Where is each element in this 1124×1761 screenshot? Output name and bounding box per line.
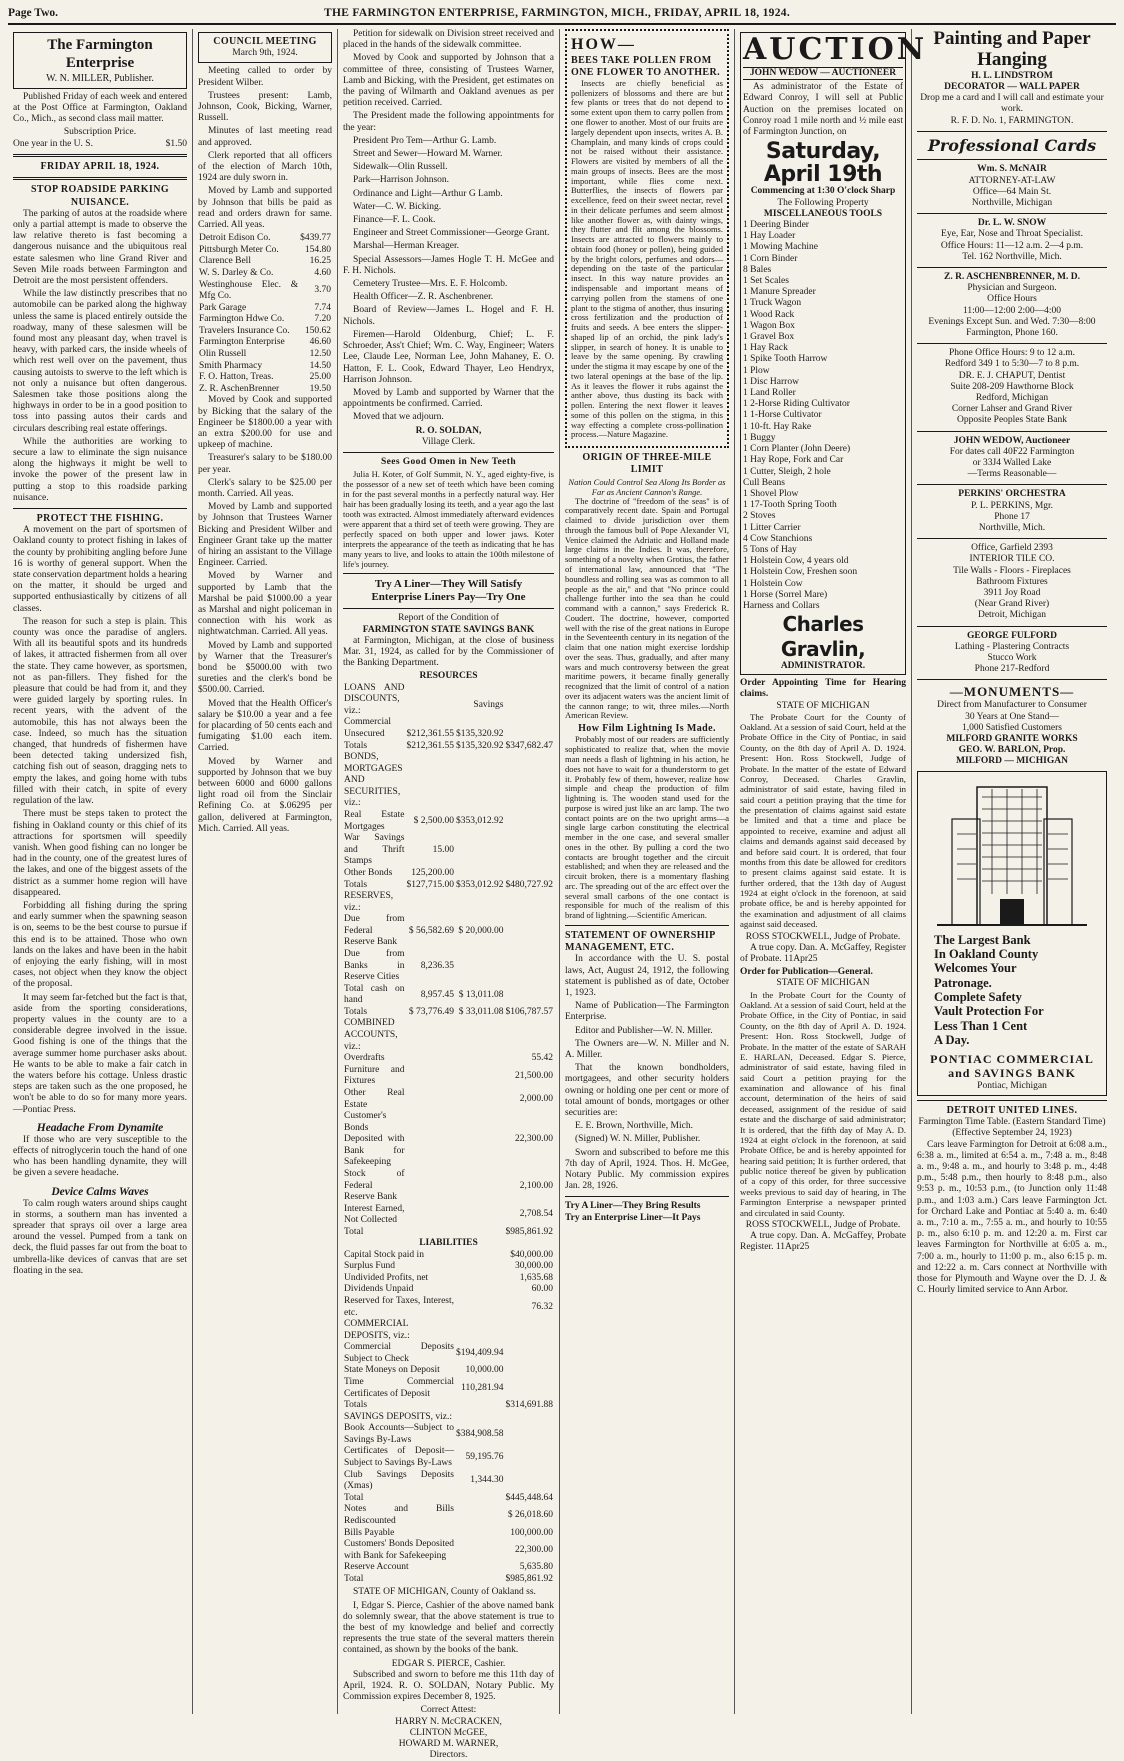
bank-building-illustration <box>922 779 1102 929</box>
list-item: 1 Holstein Cow, Freshen soon <box>743 567 858 578</box>
issue-date: FRIDAY APRIL 18, 1924. <box>40 161 160 173</box>
list-item: 1 Plow <box>743 365 770 376</box>
list-item: 1 Hay Rope, Fork and Car <box>743 455 844 466</box>
table-row: Furniture and Fixtures 21,500.00 <box>344 1064 553 1087</box>
list-item: 1 Truck Wagon <box>743 298 802 309</box>
table-row: Interest Earned, Not Collected 2,708.54 <box>344 1203 553 1226</box>
table-row: Club Savings Deposits (Xmas) 1,344.30 <box>344 1469 504 1492</box>
column-5: AUCTION JOHN WEDOW — AUCTIONEER As administrator of the Estate of Edward Conroy, I will sell at Public Auction on the premises located on Conroy road 1 mile north and ½ mile east of Farmington Junction, on Saturday, April 19th Commencing at 1:30 O'clock Sharp The Following Property MISCELLANEOUS TOOLS 1 Deering Binder 1 Hay Loader 1 Mowing Machine 1 Corn Binder 8 Bales 1 Set Scales 1 Manure Spreader 1 Truck Wagon 1 Wood Rack 1 Wagon Box 1 Gravel Box 1 Hay Rack 1 Spike Tooth Harrow 1 Plow 1 Disc Harrow 1 Land Roller 1 2-Horse Riding Cultivator 1 1-Horse Cultivator 1 10-ft. Hay Rake 1 Buggy 1 Corn Planter (John Deere) 1 Hay Rope, Fork and Car 1 Cutter, Sleigh, 2 hole Cull Beans 1 Shovel Plow 1 17-Tooth Spring Tooth 2 Stoves 1 Litter Carrier 4 Cow Stanchions 5 Tons of Hay 1 Holstein Cow, 4 years old 1 Holstein Cow, Freshen soon 1 Holstein Cow 1 Horse (Sorrel Mare) Harness and Collars Charles Gravlin, ADMINISTRATOR. Order Appointing Time for Hearing claims. STATE OF MICHIGAN The Probate Court for the County of Oakland. At a session of said Court, held at the Probate Office in the City of Pontiac, in said County, on the 8th day of April A. D. 1924. Present: Hon. Ross Stockwell, Judge of Probate. In the matter of the estate of Edward Conroy, Deceased. Charles Gravlin, administrator of said estate, having filed in said court a petition praying that the time for the presentation of claims against said estate be limited and that a time and place be appointed to receive, examine and adjust all claims and demands against said deceased by and before said court. It is ordered, that four months from this date be allowed for creditors to present claims against said estate. It is further ordered, that the 13th day of August 1924 at eight o'clock in the forenoon, at said probate office, be and is hereby appointed for the examination and adjustment of all claims against said deceased. ROSS STOCKWELL, Judge of Probate. A true copy. Dan. A. McGaffey, Register of Probate. 11Apr25 Order for Publication—General. STATE OF MICHIGAN In the Probate Court for the County of Oakland. At a session of said Court, held at the Probate Office, in the City of Pontiac, in said County, on the 8th day of April A. D. 1924. Present: Hon. Ross Stockwell, Judge of Probate. In the matter of the estate of SARAH E. HARLAN, Deceased. Edgar S. Pierce, administrator of said estate, having filed in said Court a petition praying for the examination and allowance of his final account, determination of the heirs of said deceased, assignment of the residue of said estate and the discharge of said administrator; It is ordered, that the fifth day of May A. D. 1924 at eight o'clock in the forenoon, at said Probate Office, be and is hereby appointed for hearing said petition; It is further ordered, that public notice thereof be given by publication of a copy of this order, for three successive weeks previous to said day of hearing, in The Farmington Enterprise a newspaper printed and circulated in said County. ROSS STOCKWELL, Judge of Probate. A true copy. Dan. A. McGaffey, Probate Register. 11Apr25 <box>735 29 912 1714</box>
resources-table <box>343 683 554 1239</box>
bank-building-icon <box>932 779 1092 929</box>
publisher: W. N. MILLER, Publisher. <box>46 72 154 84</box>
council-header: COUNCIL MEETING March 9th, 1924. <box>198 32 332 63</box>
table-row: Z. R. AschenBrenner 19.50 <box>199 383 331 394</box>
masthead <box>8 6 1116 25</box>
table-row: Westinghouse Elec. & Mfg Co. 3.70 <box>199 279 331 302</box>
table-row: COMMERCIAL DEPOSITS, viz.: <box>344 1319 410 1341</box>
professional-card: Wm. S. McNAIR ATTORNEY-AT-LAW Office—64 Main St. Northville, Michigan <box>917 164 1107 214</box>
list-item: 2 Stoves <box>743 511 776 522</box>
painting-ad-title: Painting and Paper Hanging <box>933 28 1091 70</box>
table-row: W. S. Darley & Co. 4.60 <box>199 267 331 278</box>
bank-ad: The Largest Bank In Oakland County Welcomes Your Patronage. Complete Safety Vault Protection For Less Than 1 Cent A Day. PONTIAC COMMERCIAL and SAVINGS BANK Pontiac, Michigan <box>917 771 1107 1096</box>
list-item: 1 Manure Spreader <box>743 287 816 298</box>
headline-fishing: PROTECT THE FISHING. <box>36 513 164 525</box>
list-item: 1 Disc Harrow <box>743 376 799 387</box>
list-item: 8 Bales <box>743 264 772 275</box>
table-row: Totals $ 73,776.49 $ 33,011.08 $106,787.57 <box>344 1006 553 1017</box>
table-row: Real Estate Mortgages $ 2,500.00 $353,012.92 <box>344 810 504 832</box>
table-row: Book Accounts—Subject to Savings By-Laws $384,908.58 <box>344 1423 504 1445</box>
list-item: 1 Hay Loader <box>743 231 796 242</box>
auction-items <box>743 220 903 612</box>
list-item: 1 Hay Rack <box>743 343 788 354</box>
table-row: Reserved for Taxes, Interest, etc. 76.32 <box>344 1295 553 1318</box>
professional-card: Phone Office Hours: 9 to 12 a.m. Redford 349 1 to 5:30—7 to 8 p.m. DR. E. J. CHAPUT, Dentist Suite 208-209 Hawthorne Block Redford, Michigan Corner Lahser and Grand River Opposite Peoples State Bank <box>917 348 1107 431</box>
list-item: 1 Cutter, Sleigh, 2 hole <box>743 466 831 477</box>
monuments-title: —MONUMENTS— <box>949 684 1075 700</box>
table-row: Travelers Insurance Co. 150.62 <box>199 325 331 336</box>
bills-table <box>198 233 332 395</box>
table-row: Due from Federal Reserve Bank $ 56,582.69 $ 20,000.00 <box>344 914 504 948</box>
list-item: 1 Buggy <box>743 432 776 443</box>
table-row: State Moneys on Deposit 10,000.00 <box>344 1365 504 1376</box>
list-item: 5 Tons of Hay <box>743 544 797 555</box>
table-row: RESERVES, viz.: <box>344 891 394 913</box>
list-item: 1 Spike Tooth Harrow <box>743 354 828 365</box>
table-row: Time Commercial Certificates of Deposit 110,281.94 <box>344 1377 504 1399</box>
list-item: 1 Land Roller <box>743 388 796 399</box>
page-title: THE FARMINGTON ENTERPRISE, FARMINGTON, MICH., FRIDAY, APRIL 18, 1924. <box>324 7 790 19</box>
liabilities-table <box>343 1250 554 1586</box>
list-item: 1 Deering Binder <box>743 220 809 231</box>
table-row: Clarence Bell 16.25 <box>199 256 331 267</box>
list-item: 4 Cow Stanchions <box>743 533 813 544</box>
list-item: Cull Beans <box>743 477 785 488</box>
table-row: Commercial Deposits Subject to Check $194,409.94 <box>344 1342 504 1364</box>
column-1: The Farmington Enterprise W. N. MILLER, Publisher. Published Friday of each week and entered at the Post Office at Farmington, Oakland Co., Mich., as second class mail matter. Subscription Price. One year in the U. S. $1.50 FRIDAY APRIL 18, 1924. STOP ROADSIDE PARKING NUISANCE. The parking of autos at the roadside where only a partial attempt is made to observe the law relative thereto is fast becoming a dangerous nuisance and the ubiquitous real estate salesmen who line Grand River and Seven Mile roads between Farmington and Detroit are the most persistent offenders. While the law distinctly prescribes that no automobile can be parked along the highway unless the same is placed entirely outside the roadway, many of these salesmen will be found most any pleasant day, when travel is heavy, with parked cars, the inside wheels of which rest well over on the pavement, thus causing autoists to swerve to the left which is not only a nuisance but often dangerous. Salesmen take those positions along the highways in order to be in a good position to toss into passing autos their cards and circulars describing real estate offerings. While the authorities are working to secure a law to eliminate the sign nuisance along the highways it might be well to invoke the power of the present law in putting a stop to this roadside parking nuisance. PROTECT THE FISHING. A movement on the part of sportsmen of Oakland county to protect fishing in lakes of the county by prohibiting angling before June 16 is worthy of general support. When the state conservation department holds a hearing on the matter, it should be urged and supported enthusiastically by citizens of all classes. The reason for such a step is plain. This county was once the paradise of anglers. With all its beautiful spots and its hundreds of lakes, it attracted fishermen from all over the state. They came however, as sportsmen, not as pan-fillers. They fished for the pleasure that could be had from it, and they were guided largely by sporting rules. In recent years, with the advent of the automobile, this has not always been the case. Indeed, so much has the situation changed, that hundreds of fishermen have been detected taking undersized fish, catching fish out of season, dragging nets to empty the lakes, and going home with tubs filled with their catch, in spite of every regulation of the law. There must be steps taken to protect the fishing in Oakland county or this chief of its attractions for sportsmen will speedily vanish. When good fishing can no longer be had in the county, one of the greatest lures of the lakes, and one of the biggest assets of the district as a summer home region will have disappeared. Forbidding all fishing during the spring and early summer when the spawning season is on, seems to be the best course to pursue if this end is to be attained. Those who own lands on the lakes and have been in the habit of enjoying the early fishing, will in most cases, not object when they know the object of the proposal. It may seem far-fetched but the fact is that, aside from the sporting considerations, property values in the county are to a considerable degree involved in the issue. Good fishing is one of the things that the average summer home purchaser asks about. He wants to be able to make a fair catch in the waters before his cottage. Unless drastic steps are taken such as the one proposed, he won't be able to do so for many more years.—Pontiac Press. Headache From Dynamite If those who are very susceptible to the effects of nitroglycerin touch the hand of one who has been handling dynamite, they will be given a severe headache. Device Calms Waves To calm rough waters around ships caught in storms, a southern man has invented a spreader that sprays oil over a large area around the vessel. Pumped from a tank on deck, the fluid passes far out from the boat to umbrella-like devices of canvas that are set floating in the sea. <box>8 29 193 1714</box>
bank-slogan: The Largest Bank In Oakland County Welcomes Your Patronage. Complete Safety Vault Protection For Less Than 1 Cent A Day. <box>934 932 1044 1048</box>
table-row: Olin Russell 12.50 <box>199 349 331 360</box>
table-row: Totals $314,691.88 <box>344 1400 553 1411</box>
table-row: Total $985,861.92 <box>344 1573 553 1584</box>
table-row: Stock of Federal Reserve Bank 2,100.00 <box>344 1168 553 1203</box>
table-row: Certificates of Deposit—Subject to Savings By-Laws 59,195.76 <box>344 1446 504 1469</box>
how-box: HOW— BEES TAKE POLLEN FROM ONE FLOWER TO ANOTHER. Insects are chiefly beneficial as pollenizers of blossoms and there are but few plants or trees that do not depend to some extent upon them to carry pollen from one flower to another. Most of our fruits are largely dependent upon insects, writes A. B. Champlain, and many kinds of crops could not be raised without their assistance. Flowers are visited by members of all the main groups of insects. Bees are the most important, while flies come next. Butterflies, the insects of flowers par excellence, feed on their sweet nectar, revel in their delicate perfumes and seem almost like another flower as, with dainty wings, they flutter and flit among the blossoms. Insects are attracted to flowers mainly to obtain food (honey or pollen), being guided by the bright colors, perfumes and odors—depending on the taste of the particular insect. In this way nature provides an indispensable and important means of carrying pollen from the stamens of one plant to the stigma of another, thus insuring cross fertilization and the production of fruits and seeds. A bee enters the slipper-shaped lip of an orchid, the pink lady's slipper, in search of honey. It is unable to leave by the same opening. By crawling under the stigma it may escape by one of the two lateral openings at the base of the lip. As it leaves the flower it rubs against the anther above, thus dusting its back with pollen. Entering the next flower it leaves some of this pollen on the stigma, in this way effecting a complete cross-pollination process.—Nature Magazine. <box>565 29 729 448</box>
list-item: 1 Gravel Box <box>743 332 795 343</box>
paper-name: The Farmington Enterprise <box>47 37 153 72</box>
table-row: F. O. Hatton, Treas. 25.00 <box>199 372 331 383</box>
headline-waves: Device Calms Waves <box>51 1185 149 1198</box>
column-3: Petition for sidewalk on Division street received and placed in the hands of the sidewalk committee. Moved by Cook and supported by Johnson that a committee of three, consisting of Trustees Warner, Lamb and Bicking, with the President, get estimates on the paving of Wilmarth and Oakland avenues as per petition received. Carried. The President made the following appointments for the year: President Pro Tem—Arthur G. Lamb. Street and Sewer—Howard M. Warner. Sidewalk—Olin Russell. Park—Harrison Johnson. Ordinance and Light—Arthur G Lamb. Water—C. W. Bicking. Finance—F. L. Cook. Engineer and Street Commissioner—George Grant. Marshal—Herman Kreager. Special Assessors—James Hogle T. H. McGee and F. H. Nichols. Cemetery Trustee—Mrs. E. F. Holcomb. Health Officer—Z. R. Aschenbrener. Board of Review—James L. Hogel and F. H. Nichols. Firemen—Harold Oldenburg, Chief; L. F. Schroeder, Ass't Chief; Wm. C. Way, Engineer; Waters Lee, Claude Lee, Norman Lee, John Mahaney, E. O. Hatton, F. L. Cook, Edward Thayer, Leo Hendryx, Harrison Johnson. Moved by Lamb and supported by Warner that the appointments be confirmed. Carried. Moved that we adjourn. R. O. SOLDAN, Village Clerk. Sees Good Omen in New Teeth Julia H. Koter, of Golf Summit, N. Y., aged eighty-five, is the possessor of a new set of teeth which have been coming in for the past several months in a perfectly natural way. Her hair has been gradually losing its teeth, and a year ago the last tooth was extracted. Almost immediately afterward evidences were apparent that a third set of teeth were growing. They are perfectly spaced on both upper and lower jaws. Koter interprets the appearance of the teeth as indicating that he has many years to live, and looks to attain the 100th milestone of life's journey. Try A Liner—They Will Satisfy Enterprise Liners Pay—Try One Report of the Condition of FARMINGTON STATE SAVINGS BANK at Farmington, Michigan, at the close of business Mar. 31, 1924, as called for by the Commissioner of the Banking Department. RESOURCES LOANS AND DISCOUNTS, viz.: Commercial Savings Unsecured $212,361.55 $135,320.92 Totals $212,361.55 $135,320.92 $347,682.47 BONDS, MORTGAGES AND SECURITIES, viz.: Real Estate Mortgages $ 2,500.00 $353,012.92 War Savings and Thrift Stamps 15.00 Other Bonds 125,200.00 Totals $127,715.00 $353,012.92 $480,727.92 RESERVES, viz.: Due from Federal Reserve Bank $ 56,582.69 $ 20,000.00 Due from Banks in Reserve Cities 8,236.35 Total cash on hand 8,957.45 $ 13,011.08 Totals $ 73,776.49 $ 33,011.08 $106,787.57 COMBINED ACCOUNTS, viz.: Overdrafts 55.42 Furniture and Fixtures 21,500.00 Other Real Estate 2,000.00 Customer's Bonds Deposited with Bank for Safekeeping 22,300.00 Stock of Federal Reserve Bank 2,100.00 Interest Earned, Not Collected 2,708.54 Total $985,861.92 LIABILITIES Capital Stock paid in $40,000.00 Surplus Fund 30,000.00 Undivided Profits, net 1,635.68 Dividends Unpaid 60.00 Reserved for Taxes, Interest, etc. 76.32 COMMERCIAL DEPOSITS, viz.: Commercial Deposits Subject to Check $194,409.94 State Moneys on Deposit 10,000.00 Time Commercial Certificates of Deposit 110,281.94 Totals $314,691.88 SAVINGS DEPOSITS, viz.: Book Accounts—Subject to Savings By-Laws $384,908.58 Certificates of Deposit—Subject to Savings By-Laws 59,195.76 Club Savings Deposits (Xmas) 1,344.30 Total $445,448.64 Notes and Bills Rediscounted $ 26,018.60 Bills Payable 100,000.00 Customers' Bonds Deposited with Bank for Safekeeping 22,300.00 Reserve Account 5,635.80 Total $985,861.92 STATE OF MICHIGAN, County of Oakland ss. I, Edgar S. Pierce, Cashier of the above named bank do solemnly swear, that the above statement is true to the best of my knowledge and belief and correctly represents the true state of the several matters therein contained, as shown by the books of the bank. EDGAR S. PIERCE, Cashier. Subscribed and sworn to before me this 11th day of April, 1924. R. O. SOLDAN, Notary Public. My Commission expires December 8, 1925. Correct Attest: HARRY N. McCRACKEN, CLINTON McGEE, HOWARD M. WARNER, Directors. <box>338 29 560 1714</box>
list-item: 1 Shovel Plow <box>743 488 799 499</box>
list-item: 1 Wood Rack <box>743 309 795 320</box>
list-item: 1 Corn Planter (John Deere) <box>743 444 851 455</box>
sub-row: One year in the U. S. $1.50 <box>13 138 187 149</box>
list-item: 1 Mowing Machine <box>743 242 818 253</box>
table-row: Farmington Enterprise 46.60 <box>199 337 331 348</box>
liner-pays: Try an Enterprise Liner—It Pays <box>565 1212 701 1223</box>
professional-card: PERKINS' ORCHESTRA P. L. PERKINS, Mgr. Phone 17 Northville, Mich. <box>917 489 1107 539</box>
table-row: War Savings and Thrift Stamps 15.00 <box>344 833 454 867</box>
list-item: 1 Set Scales <box>743 276 789 287</box>
paper-nameplate <box>13 32 187 89</box>
page-number: Page Two. <box>8 7 59 19</box>
table-row: Totals $127,715.00 $353,012.92 $480,727.92 <box>344 879 553 890</box>
table-row: Totals $212,361.55 $135,320.92 $347,682.47 <box>344 740 553 751</box>
list-item: 1 2-Horse Riding Cultivator <box>743 399 850 410</box>
list-item: 1 Horse (Sorrel Mare) <box>743 589 828 600</box>
table-row: Due from Banks in Reserve Cities 8,236.35 <box>344 948 454 983</box>
table-row: Smith Pharmacy 14.50 <box>199 360 331 371</box>
table-row: Customers' Bonds Deposited with Bank for Safekeeping 22,300.00 <box>344 1539 553 1561</box>
table-row: Overdrafts 55.42 <box>344 1053 553 1064</box>
table-row: Other Bonds 125,200.00 <box>344 867 454 878</box>
headline-dynamite: Headache From Dynamite <box>36 1121 164 1134</box>
list-item: Harness and Collars <box>743 600 820 611</box>
table-row: Farmington Hdwe Co. 7.20 <box>199 314 331 325</box>
table-row: Total cash on hand 8,957.45 $ 13,011.08 <box>344 983 504 1006</box>
table-row: Dividends Unpaid 60.00 <box>344 1284 553 1295</box>
table-row: BONDS, MORTGAGES AND SECURITIES, viz.: <box>344 752 403 809</box>
table-row: Unsecured $212,361.55 $135,320.92 <box>344 729 504 739</box>
list-item: 1 Holstein Cow <box>743 578 803 589</box>
sub-label: Subscription Price. <box>63 127 137 138</box>
list-item: 1 10-ft. Hay Rake <box>743 421 812 432</box>
professional-card: JOHN WEDOW, Auctioneer For dates call 40F22 Farmington or 33J4 Walled Lake —Terms Reasonable— <box>917 436 1107 486</box>
table-row: Total $985,861.92 <box>344 1226 553 1237</box>
professional-card: GEORGE FULFORD Lathing - Plastering Contracts Stucco Work Phone 217-Redford <box>917 631 1107 681</box>
list-item: 1 Wagon Box <box>743 320 795 331</box>
list-item: 1 Holstein Cow, 4 years old <box>743 556 849 567</box>
liner-ad-2: Enterprise Liners Pay—Try One <box>371 591 526 604</box>
column-4: HOW— BEES TAKE POLLEN FROM ONE FLOWER TO ANOTHER. Insects are chiefly beneficial as pollenizers of blossoms and there are but few plants or trees that do not depend to some extent upon them to carry pollen from one flower to another. Most of our fruits are largely dependent upon insects, writes A. B. Champlain, and many kinds of crops could not be raised without their assistance. Flowers are visited by members of all the main groups of insects. Bees are the most important, while flies come next. Butterflies, the insects of flowers par excellence, feed on their sweet nectar, revel in their delicate perfumes and seem almost like another flower as, with dainty wings, they flutter and flit among the blossoms. Insects are attracted to flowers mainly to obtain food (honey or pollen), being guided by the bright colors, perfumes and odors—depending on the taste of the particular insect. In this way nature provides an indispensable and important means of carrying pollen from the stamens of one plant to the stigma of another, thus insuring cross fertilization and the production of fruits and seeds. A bee enters the slipper-shaped lip of an orchid, the pink lady's slipper, in search of honey. It is unable to leave by the same opening. By crawling under the stigma it may escape by one of the two lateral openings at the base of the lip. As it leaves the flower it rubs against the anther above, thus dusting its back with pollen. Entering the next flower it leaves some of this pollen on the stigma, in this way effecting a complete cross-pollination process.—Nature Magazine. ORIGIN OF THREE-MILE LIMIT Nation Could Control Sea Along Its Border as Far as Ancient Cannon's Range. The doctrine of "freedom of the seas" is of comparatively recent date. Spain and Portugal claimed to divide jurisdiction over them through the famous bull of Pope Alexander VI, Venice claimed the Adriatic and Holland made large claims in the Indies. It was, therefore, something of a novelty when Grotius, the father of international law, announced that "The boundless and rolling sea was as common to all people as the air," and that "No prince could challenge further into the sea than he could command with a cannon," says Frederick R. Coudert. The doctrine, however, comported well with the rise of the great nations in Europe in the Seventeenth century in its negation of the claim that one nation might exercise lordship over the seas. Thus, gradually, and after many wars and much controversy between the great maritime powers, it became finally generally recognized that the limit of control of a nation over its adjacent waters was the ancient limit of the cannon range; to wit, three miles.—North American Review. How Film Lightning Is Made. Probably most of our readers are sufficiently sophisticated to realize that, when the movie man needs a flash of lightning in his action, he does not have to wait for a thunderstorm to get it. Probably few of them, however, realize how simple and cheap the production of film lightning is. The wooden stand used for the purpose is wired just like an arc lamp. The two contact points are on the two upright arms—a single large carbon constituting the electrical member in the one case, and several smaller ones in the other. By pulling a cord the two contacts are brought together and the circuit established; and when they are released and the circuit broken, there is a momentary flashing arc. The spreading out of the arc effect over the several small carbons of the one contact is responsible for much of the realism of this brand of lightning.—Scientific American. STATEMENT OF OWNERSHIP MANAGEMENT, ETC. In accordance with the U. S. postal laws, Act, August 24, 1912, the following statement is published as of date, October 1, 1923. Name of Publication—The Farmington Enterprise. Editor and Publisher—W. N. Miller. The Owners are—W. N. Miller and N. A. Miller. That the known bondholders, mortgagees, and other security holders owning or holding one per cent or more of total amount of bonds, mortgages or other securities are: E. E. Brown, Northville, Mich. (Signed) W. N. Miller, Publisher. Sworn and subscribed to before me this 7th day of April, 1924. Thos. H. McGee, Notary Public. My commission expires Jan. 28, 1926. Try A Liner—They Bring Results Try an Enterprise Liner—It Pays <box>560 29 735 1714</box>
professional-cards-title: Professional Cards <box>927 135 1097 155</box>
table-row: Capital Stock paid in $40,000.00 <box>344 1249 553 1260</box>
list-item: 1 Corn Binder <box>743 253 798 264</box>
list-item: 1 Litter Carrier <box>743 522 801 533</box>
professional-cards <box>917 164 1107 680</box>
table-row: Notes and Bills Rediscounted $ 26,018.60 <box>344 1504 553 1526</box>
table-row: Bills Payable 100,000.00 <box>344 1527 553 1538</box>
column-2: COUNCIL MEETING March 9th, 1924. Meeting called to order by President Wilber. Trustees present: Lamb, Johnson, Cook, Bicking, Warner, Russell. Minutes of last meeting read and approved. Clerk reported that all officers of the election of March 10th, 1924 are duly sworn in. Moved by Lamb and supported by Johnson that bills be paid as read and orders drawn for same. Carried. All yeas. Detroit Edison Co. $439.77 Pittsburgh Meter Co. 154.80 Clarence Bell 16.25 W. S. Darley & Co. 4.60 Westinghouse Elec. & Mfg Co. 3.70 Park Garage 7.74 Farmington Hdwe Co. 7.20 Travelers Insurance Co. 150.62 Farmington Enterprise 46.60 Olin Russell 12.50 Smith Pharmacy 14.50 F. O. Hatton, Treas. 25.00 Z. R. AschenBrenner 19.50 Moved by Cook and supported by Bicking that the salary of the Engineer be $1800.00 a year with an extra $200.00 for use and upkeep of machine. Treasurer's salary to be $180.00 per year. Clerk's salary to be $25.00 per month. Carried. All yeas. Moved by Lamb and supported by Johnson that Trustees Warner Bicking and President Wilber and Engineer Grant take up the matter of hiring an assistant to the Village Engineer. Carried. Moved by Warner and supported by Lamb that the Marshal be paid $1000.00 a year as Marshal and night policeman in connection with his work as nightwatchman. Carried. All yeas. Moved by Lamb and supported by Warner that the Treasurer's bond be $5000.00 with two sureties and the clerk's bond be $500.00. Carried. Moved that the Health Officer's salary be $10.00 a year and a fee for placarding of 50 cents each and fumigating $1.00 each item. Carried. Moved by Warner and supported by Johnson that we buy between 6000 and 6000 gallons light road oil from the Sinclair Refining Co. at $.06295 per gallon, delivered at Farmington, Mich. Carried. All yeas. <box>193 29 338 1714</box>
liner-results: Try A Liner—They Bring Results <box>565 1201 701 1212</box>
auction-ad: AUCTION JOHN WEDOW — AUCTIONEER As administrator of the Estate of Edward Conroy, I will sell at Public Auction on the premises located on Conroy road 1 mile north and ½ mile east of Farmington Junction, on Saturday, April 19th Commencing at 1:30 O'clock Sharp The Following Property MISCELLANEOUS TOOLS 1 Deering Binder 1 Hay Loader 1 Mowing Machine 1 Corn Binder 8 Bales 1 Set Scales 1 Manure Spreader 1 Truck Wagon 1 Wood Rack 1 Wagon Box 1 Gravel Box 1 Hay Rack 1 Spike Tooth Harrow 1 Plow 1 Disc Harrow 1 Land Roller 1 2-Horse Riding Cultivator 1 1-Horse Cultivator 1 10-ft. Hay Rake 1 Buggy 1 Corn Planter (John Deere) 1 Hay Rope, Fork and Car 1 Cutter, Sleigh, 2 hole Cull Beans 1 Shovel Plow 1 17-Tooth Spring Tooth 2 Stoves 1 Litter Carrier 4 Cow Stanchions 5 Tons of Hay 1 Holstein Cow, 4 years old 1 Holstein Cow, Freshen soon 1 Holstein Cow 1 Horse (Sorrel Mare) Harness and Collars Charles Gravlin, ADMINISTRATOR. <box>740 32 906 675</box>
list-item: 1 17-Tooth Spring Tooth <box>743 500 837 511</box>
professional-card: Dr. L. W. SNOW Eye, Ear, Nose and Throat Specialist. Office Hours: 11—12 a.m. 2—4 p.m. Tel. 162 Northville, Mich. <box>917 218 1107 268</box>
liner-ad: Try A Liner—They Will Satisfy <box>374 577 523 590</box>
table-row: Total $445,448.64 <box>344 1492 553 1503</box>
table-row: SAVINGS DEPOSITS, viz.: <box>344 1411 453 1422</box>
table-row: Reserve Account 5,635.80 <box>344 1562 553 1573</box>
headline-parking: STOP ROADSIDE PARKING NUISANCE. <box>30 184 170 208</box>
table-row: Customer's Bonds Deposited with Bank for Safekeeping 22,300.00 <box>344 1111 553 1168</box>
professional-card: Office, Garfield 2393 INTERIOR TILE CO. Tile Walls - Floors - Fireplaces Bathroom Fixtures 3911 Joy Road (Near Grand River) Detroit, Michigan <box>917 543 1107 626</box>
table-row: Pittsburgh Meter Co. 154.80 <box>199 244 331 255</box>
table-row: LOANS AND DISCOUNTS, viz.: Commercial Savings <box>344 682 504 728</box>
table-row: COMBINED ACCOUNTS, viz.: <box>344 1018 398 1052</box>
professional-card: Z. R. ASCHENBRENNER, M. D. Physician and Surgeon. Office Hours 11:00—12:00 2:00—4:00 Evenings Except Sun. and Wed. 7:30—8:00 Farmington, Phone 160. <box>917 272 1107 344</box>
table-row: Detroit Edison Co. $439.77 <box>199 233 331 244</box>
table-row: Other Real Estate 2,000.00 <box>344 1087 553 1110</box>
table-row: Undivided Profits, net 1,635.68 <box>344 1272 553 1283</box>
column-6: Painting and Paper Hanging H. L. LINDSTROM DECORATOR — WALL PAPER Drop me a card and I will call and estimate your work. R. F. D. No. 1, FARMINGTON. Professional Cards Wm. S. McNAIR ATTORNEY-AT-LAW Office—64 Main St. Northville, Michigan Dr. L. W. SNOW Eye, Ear, Nose and Throat Specialist. Office Hours: 11—12 a.m. 2—4 p.m. Tel. 162 Northville, Mich. Z. R. ASCHENBRENNER, M. D. Physician and Surgeon. Office Hours 11:00—12:00 2:00—4:00 Evenings Except Sun. and Wed. 7:30—8:00 Farmington, Phone 160. Phone Office Hours: 9 to 12 a.m. Redford 349 1 to 5:30—7 to 8 p.m. DR. E. J. CHAPUT, Dentist Suite 208-209 Hawthorne Block Redford, Michigan Corner Lahser and Grand River Opposite Peoples State Bank JOHN WEDOW, Auctioneer For dates call 40F22 Farmington or 33J4 Walled Lake —Terms Reasonable— PERKINS' ORCHESTRA P. L. PERKINS, Mgr. Phone 17 Northville, Mich. Office, Garfield 2393 INTERIOR TILE CO. Tile Walls - Floors - Fireplaces Bathroom Fixtures 3911 Joy Road (Near Grand River) Detroit, Michigan GEORGE FULFORD Lathing - Plastering Contracts Stucco Work Phone 217-Redford —MONUMENTS— Direct from Manufacturer to Consumer 30 Years at One Stand— 1,000 Satisfied Customers MILFORD GRANITE WORKS GEO. W. BARLON, Prop. MILFORD — MICHIGAN The Largest Bank In Oakland County Welcomes Your Patronage. Complete Safety Vault Protection For Less Than 1 Cent A Day. PONTIAC COMMERCIAL and SAVINGS BANK Pontiac, Michigan DETROIT UNITED LINES. Farmington Time Table. (Eastern Standard Time) (Effective September 24, 1923) Cars leave Farmington for Detroit at 6:08 a.m., 6:38 a. m., limited at 6:54 a. m., 7:48 a. m., 8:48 a. m., 9:48 a. m., and hourly to 3:48 p. m., 4:48 p.m., 5:48 p.m., then hourly to 8:48 p.m., also 9:53 p. m., 10:53 p.m., (to Junction only 11:48 p.m., and 1:03 a.m.) Cars leave Farmington Jct. for Orchard Lake and Pontiac at 5:40 a. m. 6:40 a. m., 7:10 a. m., 7:55 a. m., and hourly to 10:55 p. m., also 6:10 p. m. and 12:20 a. m. First car leaves Farmington for Northville at 6:05 a. m., 7:00 a. m., hourly to 11:00 p. m., also 6:15 p. m. and 12:22 a. m. Cars connect at Northville with those for Plymouth and Wayne over the D. J. & C. Hourly limited service to Ann Arbor. <box>917 28 1107 1296</box>
list-item: 1 1-Horse Cultivator <box>743 410 822 421</box>
pub-info: Published Friday of each week and entered at the Post Office at Farmington, Oakland Co., Mich., as second class mail matter. <box>13 91 187 125</box>
table-row: Park Garage 7.74 <box>199 302 331 313</box>
table-row: Surplus Fund 30,000.00 <box>344 1261 553 1272</box>
